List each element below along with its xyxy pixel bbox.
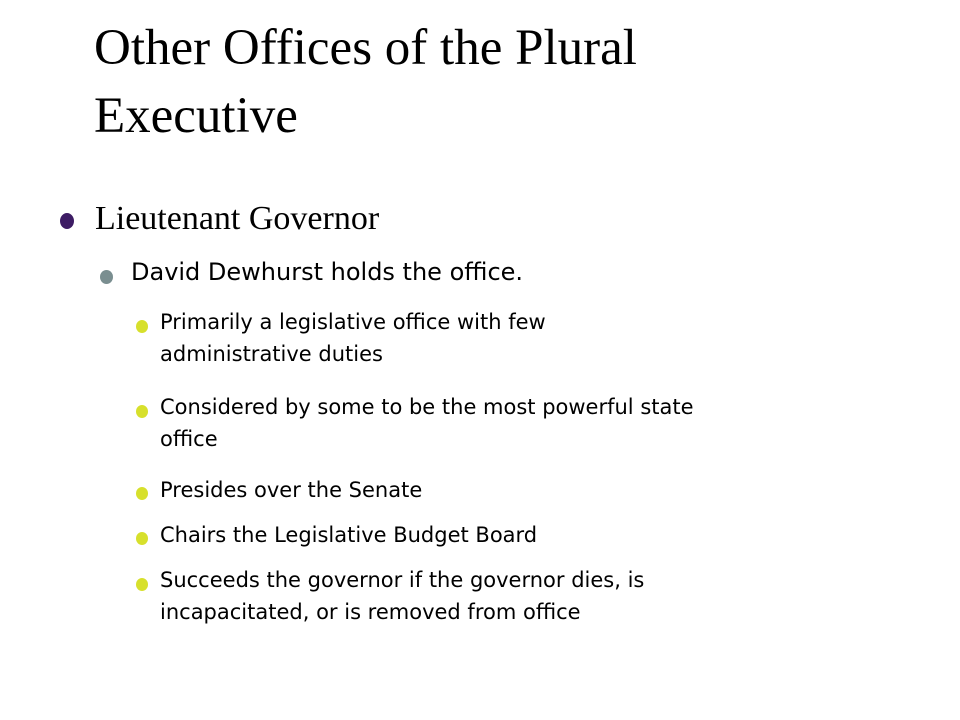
slide-title-line-2: Executive (94, 88, 298, 144)
bullet-text-line: Chairs the Legislative Budget Board (160, 523, 538, 547)
bullet-text-line: Considered by some to be the most powerful state (160, 395, 694, 419)
bullet-level-3-text (160, 519, 920, 551)
bullet-dot-icon (60, 213, 74, 229)
bullet-level-1-text: Lieutenant Governor (95, 200, 380, 237)
slide-title-line-1: Other Offices of the Plural (94, 20, 637, 76)
bullet-level-3-text (160, 391, 920, 455)
bullet-dot-icon (136, 532, 148, 545)
bullet-text-line: office (160, 427, 218, 451)
bullet-text-line: Primarily a legislative office with few (160, 310, 546, 334)
bullet-text-line: Succeeds the governor if the governor dies, is (160, 568, 645, 592)
bullet-dot-icon (136, 320, 148, 333)
bullet-text-line: incapacitated, or is removed from office (160, 600, 581, 624)
bullet-level-3-text (160, 306, 920, 370)
bullet-level-3-text (160, 474, 920, 506)
bullet-dot-icon (136, 487, 148, 500)
bullet-text-line: Presides over the Senate (160, 478, 423, 502)
bullet-dot-icon (136, 405, 148, 418)
bullet-level-2-text: David Dewhurst holds the office. (131, 258, 524, 286)
bullet-dot-icon (136, 578, 148, 591)
bullet-dot-icon (100, 270, 113, 284)
bullet-level-3-text (160, 564, 920, 628)
bullet-text-line: administrative duties (160, 342, 383, 366)
